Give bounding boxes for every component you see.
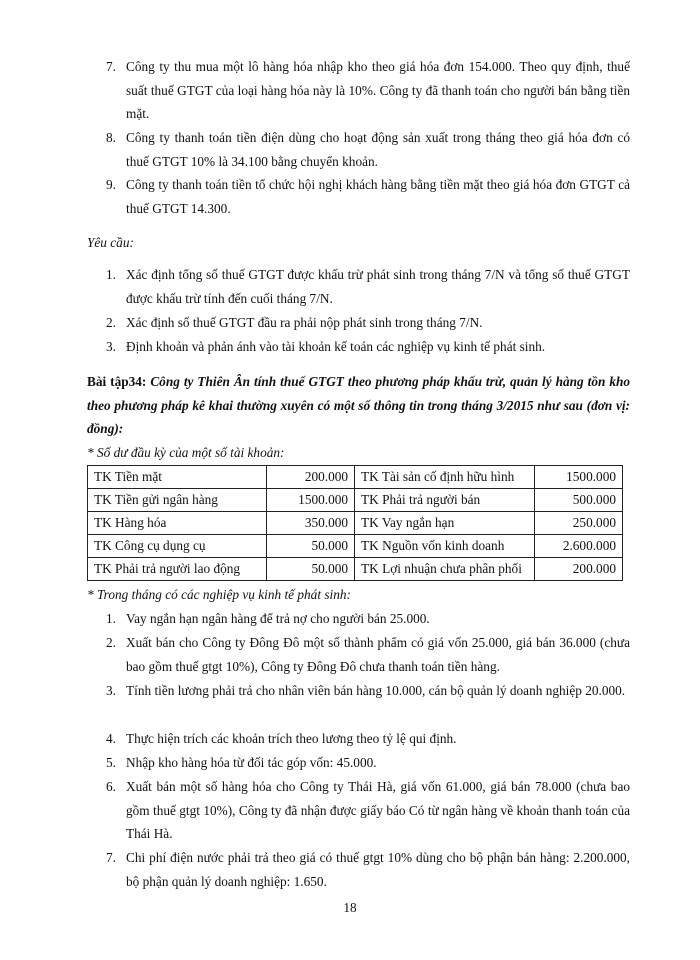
account-name: TK Tiền gửi ngân hàng [88,489,267,512]
list-item [106,173,630,220]
transaction-item [106,775,630,846]
account-name: TK Lợi nhuận chưa phân phối [355,558,535,581]
requirement-item [106,311,630,335]
account-balance: 200.000 [267,466,355,489]
account-balance: 50.000 [267,558,355,581]
account-name: TK Hàng hóa [88,512,267,535]
transaction-text: Xuất bán cho Công ty Đông Đô một số thành phẩm có giá vốn 25.000, giá bán 36.000 (chưa bao gồm thuế gtgt 10%), Công ty Đông Đô chưa thanh toán tiền hàng. [126,635,630,674]
exercise-label: Bài tập34: [87,374,147,389]
list-item-number: 7. [106,59,116,74]
transactions-heading: * Trong tháng có các nghiệp vụ kinh tế phát sinh: [87,587,351,602]
account-name: TK Phải trả người lao động [88,558,267,581]
account-balance: 1500.000 [534,466,622,489]
account-name: TK Tiền mặt [88,466,267,489]
table-row [88,558,623,581]
transaction-text: Vay ngắn hạn ngân hàng để trả nợ cho người bán 25.000. [126,611,430,626]
list-item-text: Công ty thanh toán tiền điện dùng cho hoạt động sản xuất trong tháng theo giá hóa đơn có thuế GTGT 10% là 34.100 bằng chuyển khoản. [126,130,630,169]
transaction-item [106,607,630,631]
page-number: 18 [343,900,357,915]
opening-balance-table [87,465,623,581]
list-item-text: Công ty thanh toán tiền tổ chức hội nghị khách hàng bằng tiền mặt theo giá hóa đơn GTGT cả thuế GTGT 14.300. [126,177,630,216]
table-row [88,535,623,558]
account-balance: 50.000 [267,535,355,558]
transaction-text: Thực hiện trích các khoản trích theo lương theo tỷ lệ qui định. [126,731,457,746]
account-name: TK Phải trả người bán [355,489,535,512]
requirement-text: Xác định số thuế GTGT đầu ra phải nộp phát sinh trong tháng 7/N. [126,315,483,330]
list-item [106,126,630,173]
transaction-number: 1. [106,611,116,626]
transaction-number: 4. [106,731,116,746]
transaction-item [106,631,630,678]
transaction-text: Chi phí điện nước phải trả theo giá có thuế gtgt 10% dùng cho bộ phận bán hàng: 2.200.000, bộ phận quản lý doanh nghiệp: 1.650. [126,850,630,889]
requirement-number: 2. [106,315,116,330]
requirement-item [106,335,630,359]
transaction-number: 6. [106,779,116,794]
transaction-number: 3. [106,683,116,698]
table-row [88,489,623,512]
transaction-text: Tính tiền lương phải trả cho nhân viên bán hàng 10.000, cán bộ quản lý doanh nghiệp 20.000. [126,683,626,698]
transaction-number: 5. [106,755,116,770]
account-balance: 250.000 [534,512,622,535]
table-row [88,512,623,535]
transaction-item [106,727,630,751]
list-item-number: 8. [106,130,116,145]
balance-heading: * Số dư đầu kỳ của một số tài khoản: [87,445,285,460]
account-name: TK Nguồn vốn kinh doanh [355,535,535,558]
requirement-text: Định khoản và phản ánh vào tài khoản kế toán các nghiệp vụ kinh tế phát sinh. [126,339,546,354]
account-balance: 2.600.000 [534,535,622,558]
table-row [88,466,623,489]
account-balance: 350.000 [267,512,355,535]
account-balance: 1500.000 [267,489,355,512]
account-balance: 200.000 [534,558,622,581]
transaction-number: 7. [106,850,116,865]
requirement-item [106,263,630,310]
exercise-heading [87,370,630,441]
account-name: TK Vay ngắn hạn [355,512,535,535]
account-name: TK Tài sản cố định hữu hình [355,466,535,489]
list-item-text: Công ty thu mua một lô hàng hóa nhập kho theo giá hóa đơn 154.000. Theo quy định, thuế suất thuế GTGT của loại hàng hóa này là 10%. Công ty đã thanh toán cho người bán bằng tiền mặt. [126,59,630,121]
transaction-text: Xuất bán một số hàng hóa cho Công ty Thái Hà, giá vốn 61.000, giá bán 78.000 (chưa bao gồm thuế gtgt 10%), Công ty đã nhận được giấy báo Có từ ngân hàng về khoản thanh toán của Thái Hà. [126,779,630,841]
list-item [106,55,630,126]
transaction-text: Nhập kho hàng hóa từ đối tác góp vốn: 45.000. [126,755,377,770]
transaction-item [106,679,630,703]
account-name: TK Công cụ dụng cụ [88,535,267,558]
list-item-number: 9. [106,177,116,192]
transaction-item [106,846,630,893]
requirements-heading: Yêu cầu: [87,235,134,250]
exercise-title: Công ty Thiên Ân tính thuế GTGT theo phương pháp khấu trừ, quản lý hàng tồn kho theo phương pháp kê khai thường xuyên có một số thông tin trong tháng 3/2015 như sau (đơn vị: đồng): [87,374,631,436]
requirement-text: Xác định tổng số thuế GTGT được khấu trừ phát sinh trong tháng 7/N và tổng số thuế GTGT được khấu trừ tính đến cuối tháng 7/N. [126,267,630,306]
transaction-item [106,751,630,775]
requirement-number: 3. [106,339,116,354]
account-balance: 500.000 [534,489,622,512]
transaction-number: 2. [106,635,116,650]
requirement-number: 1. [106,267,116,282]
